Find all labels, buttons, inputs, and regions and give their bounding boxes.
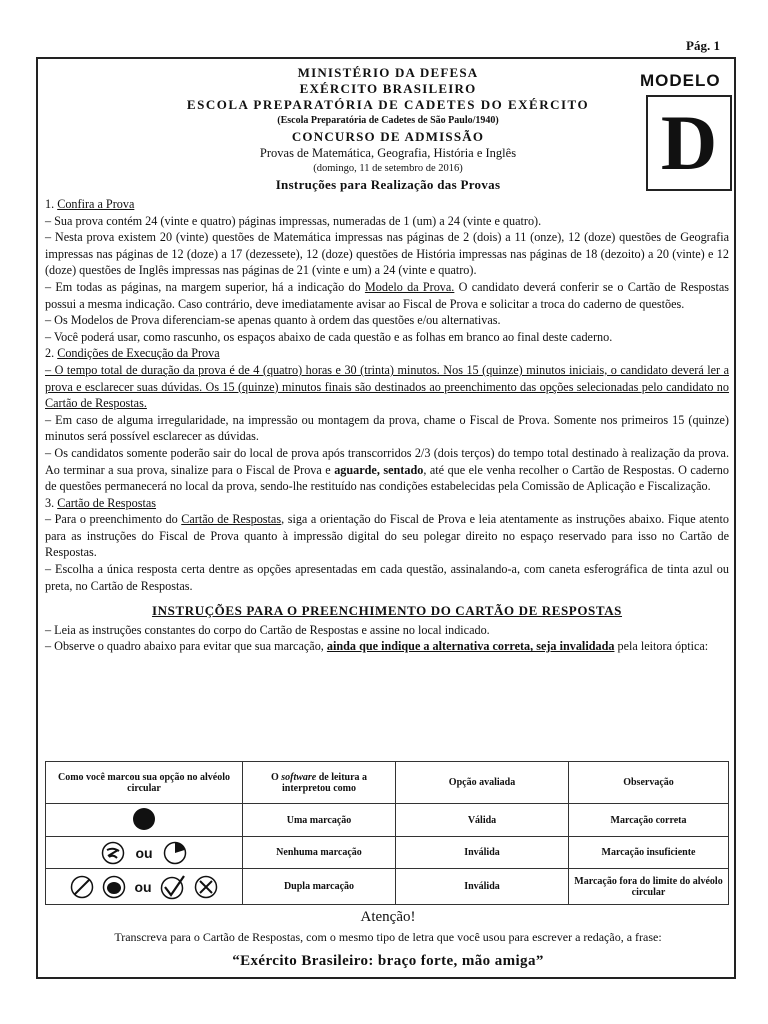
fill-instructions-p2	[45, 638, 729, 655]
table-row	[46, 837, 729, 869]
mark-cell-valid	[46, 804, 243, 837]
section2-p3-a: – Os candidatos somente poderão sair do local de prova após transcorridos 2/3 (dois terços) do tempo total destinado à realização da prova. Ao terminar a sua prova, sinalize para o Fiscal de Prova e	[45, 445, 729, 477]
modelo-letter: D	[646, 95, 732, 191]
header-col2-a: O	[270, 771, 282, 783]
row2-obs: Marcação insuficiente	[569, 837, 729, 869]
section1-p3-b: O candidato deverá conferir se o Cartão de Respostas possui a mesma indicação. Caso contrário, deve imediatamente avisar ao Fiscal de Prova e solicitar a troca do caderno de questões.	[45, 279, 729, 311]
section1-heading	[45, 196, 729, 213]
fill-instructions-title: INSTRUÇÕES PARA O PREENCHIMENTO DO CARTÃO DE RESPOSTAS	[151, 603, 623, 619]
section2-p3-bold2: sentado	[383, 462, 424, 477]
row3-obs: Marcação fora do limite do alvéolo circular	[569, 869, 729, 905]
header-col2-em: software	[281, 771, 317, 783]
school-title: ESCOLA PREPARATÓRIA DE CADETES DO EXÉRCITO	[186, 97, 590, 112]
marking-table	[45, 761, 729, 905]
partial-circle-icon	[163, 841, 187, 865]
section1-p4: – Os Modelos de Prova diferenciam-se apenas quanto à ordem das questões e/ou alternativas.	[45, 313, 501, 328]
school-subtitle: (Escola Preparatória de Cadetes de São Paulo/1940)	[277, 115, 499, 126]
instructions-body	[45, 196, 729, 655]
section2-p3-comma: ,	[376, 462, 384, 477]
fill-p2-bold: ainda que indique a alternativa correta, seja invalidada	[326, 639, 615, 654]
section1-p3	[45, 279, 729, 312]
section1-p1: – Sua prova contém 24 (vinte e quatro) páginas impressas, numeradas de 1 (um) a 24 (vinte e quatro).	[45, 213, 542, 228]
header	[38, 65, 738, 193]
section3-heading	[45, 495, 729, 512]
section2-p3-b: , até que ele venha recolher o Cartão de Respostas. O caderno de questões permanecerá no local da prova, sendo-lhe restituído nas condições estabelecidas pela Comissão de Aplicação e Fiscalização.	[45, 462, 729, 494]
fill-instructions-p1: – Leia as instruções constantes do corpo do Cartão de Respostas e assine no local indicado.	[45, 622, 490, 637]
section3-p1-link: Cartão de Respostas	[181, 512, 282, 527]
table-row	[46, 869, 729, 905]
row2-opcao: Inválida	[396, 837, 569, 869]
header-col4: Observação	[569, 762, 729, 804]
exam-cover-frame	[36, 57, 736, 979]
x-mark-circle-icon	[194, 875, 218, 899]
header-col2	[243, 762, 396, 804]
row1-obs: Marcação correta	[569, 804, 729, 837]
instructions-title: Instruções para Realização das Provas	[275, 177, 501, 192]
section2-p3	[45, 445, 729, 495]
ou-text: ou	[134, 878, 152, 895]
section1-p3-link: Modelo da Prova.	[364, 279, 455, 294]
section2-p3-bold1: aguarde	[334, 462, 377, 477]
section3-p1	[45, 511, 729, 561]
section3-p1-a: – Para o preenchimento do	[45, 512, 182, 527]
row3-interp: Dupla marcação	[243, 869, 396, 905]
scribbled-circle-icon	[101, 841, 125, 865]
section1-number: 1.	[45, 197, 58, 211]
section1-p3-a: – Em todas as páginas, na margem superior, há a indicação do	[45, 279, 365, 294]
section3-title: Cartão de Respostas	[57, 495, 157, 510]
row1-opcao: Válida	[396, 804, 569, 837]
ou-text: ou	[135, 844, 153, 861]
section3-number: 3.	[45, 495, 58, 510]
row3-opcao: Inválida	[396, 869, 569, 905]
army-title: EXÉRCITO BRASILEIRO	[299, 81, 477, 96]
mark-cell-empty	[46, 837, 243, 869]
section2-p2: – Em caso de alguma irregularidade, na impressão ou montagem da prova, chame o Fiscal de Prova. Somente nos primeiros 15 (quinze) minutos será possível esclarecer as dúvidas.	[45, 412, 729, 444]
exams-line: Provas de Matemática, Geografia, História e Inglês	[259, 146, 517, 160]
atencao-heading: Atenção!	[360, 909, 416, 925]
header-col2-b: de leitura a interpretou como	[282, 771, 368, 794]
fill-p2-a: – Observe o quadro abaixo para evitar que sua marcação,	[45, 639, 327, 654]
page-number: Pág. 1	[686, 38, 720, 53]
contest-title: CONCURSO DE ADMISSÃO	[291, 129, 485, 144]
filled-inner-circle-icon	[102, 875, 126, 899]
table-row	[46, 804, 729, 837]
section2-title: Condições de Execução da Prova	[57, 346, 220, 361]
section1-p2: – Nesta prova existem 20 (vinte) questões de Matemática impressas nas páginas de 2 (dois) a 11 (onze), 12 (doze) questões de Geografia impressas nas páginas de 12 (doze) a 17 (dezessete), 12 (doze) questões de História impressas nas páginas de 18 (dezoito) a 20 (vinte) e 12 (doze) questões de Inglês impressas nas páginas de 21 (vinte e um) a 24 (vinte e quatro).	[45, 230, 729, 278]
header-col1: Como você marcou sua opção no alvéolo circular	[46, 762, 243, 804]
slashed-circle-icon	[70, 875, 94, 899]
row1-interp: Uma marcação	[243, 804, 396, 837]
section3-p1-b: , siga a orientação do Fiscal de Prova e leia atentamente as instruções abaixo. Fique atento para as instruções do Fiscal de Prova quanto à impressão digital do seu polegar direito no espaço reservado para isso no Cartão de Respostas.	[45, 512, 730, 560]
ministry-title: MINISTÉRIO DA DEFESA	[297, 65, 479, 80]
check-mark-circle-icon	[160, 874, 186, 900]
section2-heading	[45, 345, 729, 362]
section2-p1: – O tempo total de duração da prova é de 4 (quatro) horas e 30 (trinta) minutos. Nos 15 (quinze) minutos iniciais, o candidato deverá ler a prova e esclarecer suas dúvidas. Os 15 (quinze) minutos finais são destinados ao preenchimento das opções selecionadas pelo candidato no Cartão de Respostas.	[45, 362, 729, 411]
modelo-label: MODELO	[640, 71, 721, 90]
exam-date: (domingo, 11 de setembro de 2016)	[313, 163, 463, 174]
fill-p2-b: pela leitora óptica:	[614, 639, 709, 654]
section1-p5: – Você poderá usar, como rascunho, os espaços abaixo de cada questão e as folhas em branco ao final deste caderno.	[45, 329, 613, 344]
filled-circle-icon	[132, 807, 156, 831]
header-col3: Opção avaliada	[396, 762, 569, 804]
mark-cell-double	[46, 869, 243, 905]
row2-interp: Nenhuma marcação	[243, 837, 396, 869]
section2-number: 2.	[45, 346, 58, 361]
table-header-row	[46, 762, 729, 804]
section3-p2: – Escolha a única resposta certa dentre as opções apresentadas em cada questão, assinalando-a, com caneta esferográfica de tinta azul ou preta, no Cartão de Respostas.	[45, 562, 729, 593]
transcribe-instruction: Transcreva para o Cartão de Respostas, com o mesmo tipo de letra que você usou para escrever a redação, a frase:	[114, 930, 662, 944]
motto-phrase: “Exército Brasileiro: braço forte, mão amiga”	[232, 953, 544, 969]
section1-title: Confira a Prova	[57, 197, 135, 211]
